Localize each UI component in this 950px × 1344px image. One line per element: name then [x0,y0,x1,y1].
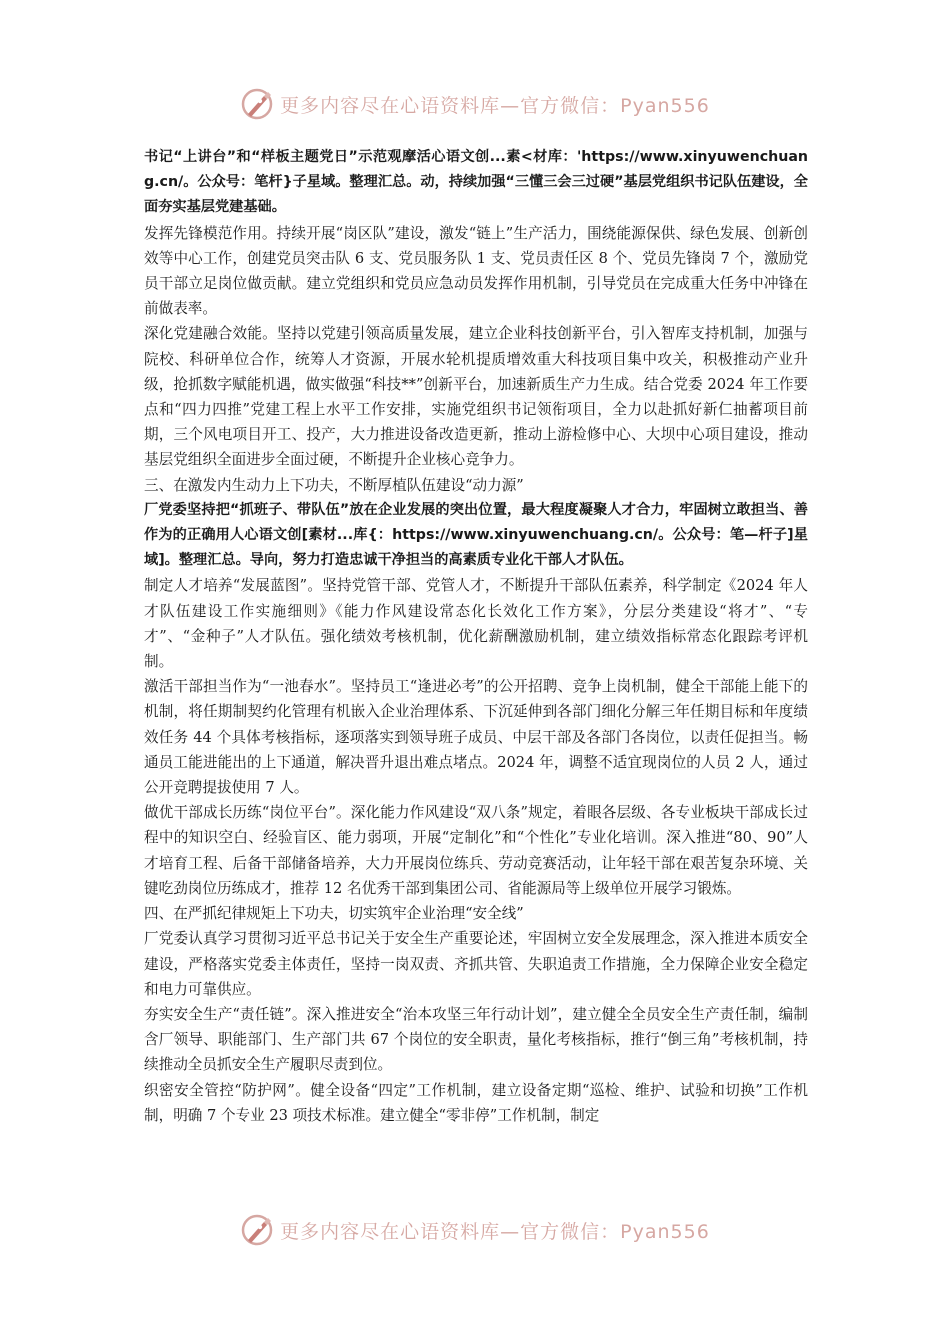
section-heading: 三、在激发内生动力上下功夫，不断厚植队伍建设“动力源” [144,476,524,494]
paragraph: 深化党建融合效能。坚持以党建引领高质量发展，建立企业科技创新平台，引入智库支持机制，加强与院校、科研单位合作，统筹人才资源，开展水轮机提质增效重大科技项目集中攻关，积极推动产业升级，抢抓数字赋能机遇，做实做强“科技**”创新平台，加速新质生产力生成。结合党委 2024 年工作要点和“四力四推”党建工程上水平工作安排，实施党组织书记领衔项目，全力以赴抓好新仁抽蓄项目前期，三个风电项目开工、投产，大力推进设备改造更新，推动上游检修中心、大坝中心项目建设，推动基层党组织全面进步全面过硬，不断提升企业核心竞争力。 [144,325,808,469]
pen-logo-icon [240,87,274,121]
paragraph: 激活干部担当作为“一池春水”。坚持员工“逢进必考”的公开招聘、竞争上岗机制，健全干部能上能下的机制，将任期制契约化管理有机嵌入企业治理体系、下沉延伸到各部门细化分解三年任期目标和年度绩效任务 44 个具体考核指标，逐项落实到领导班子成员、中层干部及各部门各岗位，以责任促担当。畅通员工能进能出的上下通道，解决晋升退出难点堵点。2024 年，调整不适宜现岗位的人员 2 人，通过公开竞聘提拔使用 7 人。 [144,678,808,797]
paragraph: 厂党委认真学习贯彻习近平总书记关于安全生产重要论述，牢固树立安全发展理念，深入推进本质安全建设，严格落实党委主体责任，坚持一岗双责、齐抓共管、失职追责工作措施，全力保障企业安全稳定和电力可靠供应。 [144,930,808,998]
paragraph: 制定人才培养“发展蓝图”。坚持党管干部、党管人才，不断提升干部队伍素养，科学制定《2024 年人才队伍建设工作实施细则》《能力作风建设常态化长效化工作方案》，分层分类建设“将才”、“专才”、“金种子”人才队伍。强化绩效考核机制，优化薪酬激励机制，建立绩效指标常态化跟踪考评机制。 [144,577,808,671]
paragraph: 织密安全管控“防护网”。健全设备“四定”工作机制，建立设备定期“巡检、维护、试验和切换”工作机制，明确 7 个专业 23 项技术标准。建立健全“零非停”工作机制，制定 [144,1081,808,1124]
pen-logo-icon [240,1213,274,1247]
paragraph: 厂党委坚持把“抓班子、带队伍”放在企业发展的突出位置，最大程度凝聚人才合力，牢固树立敢担当、善作为的正确用人心语文创[素材...库{：https://www.xinyuwenchuang.cn/。公众号：笔—杆子]星域]。整理汇总。导向，努力打造忠诚干净担当的高素质专业化干部人才队伍。 [144,501,808,569]
paragraph: 夯实安全生产“责任链”。深入推进安全“治本攻坚三年行动计划”，建立健全全员安全生产责任制，编制含厂领导、职能部门、生产部门共 67 个岗位的安全职责，量化考核指标，推行“倒三角”考核机制，持续推动全员抓安全生产履职尽责到位。 [144,1005,808,1074]
banner-text: 更多内容尽在心语资料库—官方微信：Pyan556 [280,1220,710,1243]
paragraph: 书记“上讲台”和“样板主题党日”示范观摩活心语文创...素<材库：'https://www.xinyuwenchuang.cn/。公众号：笔杆}子星域。整理汇总。动，持续加强“三懂三会三过硬”基层党组织书记队伍建设，全面夯实基层党建基础。 [144,149,808,216]
banner-text: 更多内容尽在心语资料库—官方微信：Pyan556 [280,94,710,117]
document-body [144,145,808,1128]
paragraph: 做优干部成长历练“岗位平台”。深化能力作风建设“双八条”规定，着眼各层级、各专业板块干部成长过程中的知识空白、经验盲区、能力弱项，开展“定制化”和“个性化”专业化培训。深入推进“80、90”人才培育工程、后备干部储备培养，大力开展岗位练兵、劳动竞赛活动，让年轻干部在艰苦复杂环境、关键吃劲岗位历练成才，推荐 12 名优秀干部到集团公司、省能源局等上级单位开展学习锻炼。 [144,804,808,897]
section-heading: 四、在严抓纪律规矩上下功夫，切实筑牢企业治理“安全线” [144,905,524,923]
header-banner [0,84,950,124]
footer-banner [0,1210,950,1250]
paragraph: 发挥先锋模范作用。持续开展“岗区队”建设，激发“链上”生产活力，围绕能源保供、绿色发展、创新创效等中心工作，创建党员突击队 6 支、党员服务队 1 支、党员责任区 8 个、党员先锋岗 7 个，激励党员干部立足岗位做贡献。建立党组织和党员应急动员发挥作用机制，引导党员在完成重大任务中冲锋在前做表率。 [144,224,808,318]
